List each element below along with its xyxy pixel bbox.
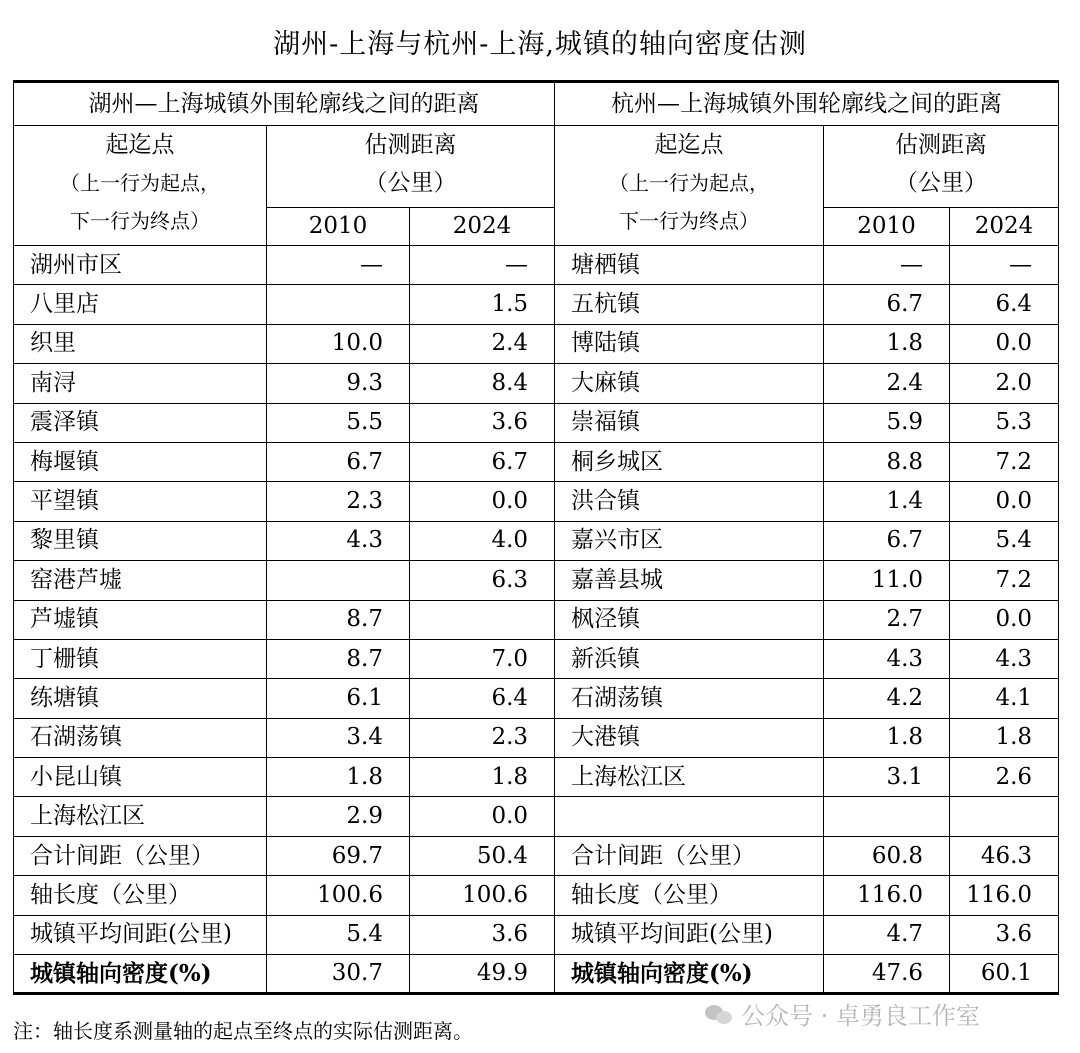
right-summary-2024: 3.6 — [950, 915, 1059, 954]
right-summary-2024: 46.3 — [950, 836, 1059, 875]
right-summary-2010: 47.6 — [824, 955, 950, 994]
left-distance-2010: — — [267, 246, 410, 285]
left-town-name: 织里 — [14, 324, 267, 363]
left-town-name: 小昆山镇 — [14, 758, 267, 797]
left-distance-2010: 1.8 — [267, 758, 410, 797]
right-town-name: 桐乡城区 — [555, 442, 824, 481]
left-summary-2024: 100.6 — [410, 876, 555, 915]
table-row — [14, 442, 1059, 481]
right-distance-header: 估测距离 （公里） — [824, 126, 1059, 208]
right-distance-2024: 4.3 — [950, 639, 1059, 678]
left-distance-2024: 7.0 — [410, 639, 555, 678]
left-distance-2010 — [267, 561, 410, 600]
right-section-header: 杭州—上海城镇外围轮廓线之间的距离 — [555, 82, 1059, 126]
left-town-name: 丁栅镇 — [14, 639, 267, 678]
right-distance-2010: 3.1 — [824, 758, 950, 797]
left-summary-label: 轴长度（公里） — [14, 876, 267, 915]
left-year-2024: 2024 — [410, 208, 555, 246]
summary-row — [14, 836, 1059, 875]
left-distance-2010: 5.5 — [267, 403, 410, 442]
right-distance-2024: — — [950, 246, 1059, 285]
right-town-name: 塘栖镇 — [555, 246, 824, 285]
left-distance-2024: 4.0 — [410, 521, 555, 560]
table-row — [14, 639, 1059, 678]
left-summary-label: 合计间距（公里） — [14, 836, 267, 875]
right-distance-2024: 0.0 — [950, 600, 1059, 639]
left-town-name: 湖州市区 — [14, 246, 267, 285]
wechat-icon — [705, 1003, 733, 1025]
right-summary-label: 轴长度（公里） — [555, 876, 824, 915]
left-distance-header: 估测距离 （公里） — [267, 126, 555, 208]
left-distance-2010: 8.7 — [267, 639, 410, 678]
right-summary-2024: 116.0 — [950, 876, 1059, 915]
left-distance-2010: 8.7 — [267, 600, 410, 639]
left-distance-2010: 2.3 — [267, 482, 410, 521]
left-town-name: 上海松江区 — [14, 797, 267, 836]
watermark-text: 公众号 · 卓勇良工作室 — [741, 1002, 980, 1030]
left-distance-2010: 6.1 — [267, 679, 410, 718]
right-town-name: 嘉善县城 — [555, 561, 824, 600]
summary-row — [14, 915, 1059, 954]
right-distance-2010: 2.4 — [824, 364, 950, 403]
summary-row — [14, 876, 1059, 915]
right-distance-2010: — — [824, 246, 950, 285]
left-distance-2024: — — [410, 246, 555, 285]
table-row — [14, 679, 1059, 718]
right-distance-2010: 1.8 — [824, 324, 950, 363]
right-distance-2024: 7.2 — [950, 561, 1059, 600]
left-summary-label: 城镇平均间距(公里) — [14, 915, 267, 954]
left-distance-2010: 2.9 — [267, 797, 410, 836]
right-distance-2010: 1.4 — [824, 482, 950, 521]
right-distance-2010: 6.7 — [824, 285, 950, 324]
right-distance-2010: 6.7 — [824, 521, 950, 560]
left-year-2010: 2010 — [267, 208, 410, 246]
right-town-name: 石湖荡镇 — [555, 679, 824, 718]
right-distance-2010: 2.7 — [824, 600, 950, 639]
left-town-name: 练塘镇 — [14, 679, 267, 718]
left-distance-2010: 3.4 — [267, 718, 410, 757]
left-distance-2024: 2.4 — [410, 324, 555, 363]
right-year-2024: 2024 — [950, 208, 1059, 246]
right-distance-2010: 1.8 — [824, 718, 950, 757]
right-distance-2024: 1.8 — [950, 718, 1059, 757]
right-summary-2010: 60.8 — [824, 836, 950, 875]
right-town-name: 洪合镇 — [555, 482, 824, 521]
table-row — [14, 285, 1059, 324]
left-distance-2024: 6.7 — [410, 442, 555, 481]
right-town-name: 大麻镇 — [555, 364, 824, 403]
table-row — [14, 246, 1059, 285]
left-distance-2010: 4.3 — [267, 521, 410, 560]
right-summary-2024: 60.1 — [950, 955, 1059, 994]
right-town-name: 博陆镇 — [555, 324, 824, 363]
left-distance-2024: 8.4 — [410, 364, 555, 403]
left-town-name: 芦墟镇 — [14, 600, 267, 639]
left-distance-2024: 0.0 — [410, 797, 555, 836]
right-distance-2010: 11.0 — [824, 561, 950, 600]
left-town-name: 石湖荡镇 — [14, 718, 267, 757]
left-summary-label: 城镇轴向密度(%) — [14, 955, 267, 994]
right-town-name: 枫泾镇 — [555, 600, 824, 639]
left-summary-2010: 100.6 — [267, 876, 410, 915]
density-table — [13, 80, 1059, 995]
table-row — [14, 403, 1059, 442]
right-town-name: 新浜镇 — [555, 639, 824, 678]
right-summary-2010: 116.0 — [824, 876, 950, 915]
right-distance-2024: 7.2 — [950, 442, 1059, 481]
table-row — [14, 521, 1059, 560]
right-summary-label: 城镇平均间距(公里) — [555, 915, 824, 954]
left-distance-2024: 6.3 — [410, 561, 555, 600]
right-distance-2024: 2.0 — [950, 364, 1059, 403]
table-row — [14, 797, 1059, 836]
table-row — [14, 482, 1059, 521]
left-distance-2024: 1.5 — [410, 285, 555, 324]
left-distance-2024 — [410, 600, 555, 639]
left-distance-2024: 6.4 — [410, 679, 555, 718]
left-distance-2010 — [267, 285, 410, 324]
table-row — [14, 364, 1059, 403]
left-summary-2010: 69.7 — [267, 836, 410, 875]
right-distance-2010: 8.8 — [824, 442, 950, 481]
right-distance-2024 — [950, 797, 1059, 836]
left-distance-2024: 3.6 — [410, 403, 555, 442]
right-distance-2024: 4.1 — [950, 679, 1059, 718]
right-summary-label: 城镇轴向密度(%) — [555, 955, 824, 994]
left-summary-2010: 5.4 — [267, 915, 410, 954]
right-distance-2024: 5.3 — [950, 403, 1059, 442]
left-town-name: 梅堰镇 — [14, 442, 267, 481]
left-town-name: 平望镇 — [14, 482, 267, 521]
watermark — [705, 996, 980, 1031]
left-summary-2024: 49.9 — [410, 955, 555, 994]
right-distance-2024: 2.6 — [950, 758, 1059, 797]
right-town-name: 崇福镇 — [555, 403, 824, 442]
left-distance-2010: 10.0 — [267, 324, 410, 363]
right-town-name — [555, 797, 824, 836]
right-town-name: 嘉兴市区 — [555, 521, 824, 560]
footnote: 注：轴长度系测量轴的起点至终点的实际估测距离。 — [13, 1019, 473, 1043]
left-summary-2010: 30.7 — [267, 955, 410, 994]
right-distance-2010 — [824, 797, 950, 836]
left-town-name: 八里店 — [14, 285, 267, 324]
left-summary-2024: 50.4 — [410, 836, 555, 875]
right-point-header: 起迄点 （上一行为起点， 下一行为终点） — [555, 126, 824, 246]
left-distance-2010: 6.7 — [267, 442, 410, 481]
right-summary-label: 合计间距（公里） — [555, 836, 824, 875]
left-town-name: 窑港芦墟 — [14, 561, 267, 600]
left-section-header: 湖州—上海城镇外围轮廓线之间的距离 — [14, 82, 555, 126]
left-town-name: 南浔 — [14, 364, 267, 403]
table-row — [14, 600, 1059, 639]
summary-row — [14, 955, 1059, 994]
left-town-name: 黎里镇 — [14, 521, 267, 560]
left-town-name: 震泽镇 — [14, 403, 267, 442]
table-row — [14, 718, 1059, 757]
right-distance-2024: 5.4 — [950, 521, 1059, 560]
right-town-name: 五杭镇 — [555, 285, 824, 324]
left-distance-2010: 9.3 — [267, 364, 410, 403]
left-point-header: 起迄点 （上一行为起点， 下一行为终点） — [14, 126, 267, 246]
left-distance-2024: 2.3 — [410, 718, 555, 757]
right-distance-2010: 4.2 — [824, 679, 950, 718]
right-town-name: 大港镇 — [555, 718, 824, 757]
right-distance-2010: 4.3 — [824, 639, 950, 678]
table-row — [14, 561, 1059, 600]
table-title: 湖州-上海与杭州-上海,城镇的轴向密度估测 — [273, 29, 807, 60]
right-distance-2024: 0.0 — [950, 324, 1059, 363]
left-distance-2024: 0.0 — [410, 482, 555, 521]
right-summary-2010: 4.7 — [824, 915, 950, 954]
right-year-2010: 2010 — [824, 208, 950, 246]
right-town-name: 上海松江区 — [555, 758, 824, 797]
left-distance-2024: 1.8 — [410, 758, 555, 797]
left-summary-2024: 3.6 — [410, 915, 555, 954]
right-distance-2024: 6.4 — [950, 285, 1059, 324]
right-distance-2010: 5.9 — [824, 403, 950, 442]
table-row — [14, 758, 1059, 797]
right-distance-2024: 0.0 — [950, 482, 1059, 521]
table-row — [14, 324, 1059, 363]
